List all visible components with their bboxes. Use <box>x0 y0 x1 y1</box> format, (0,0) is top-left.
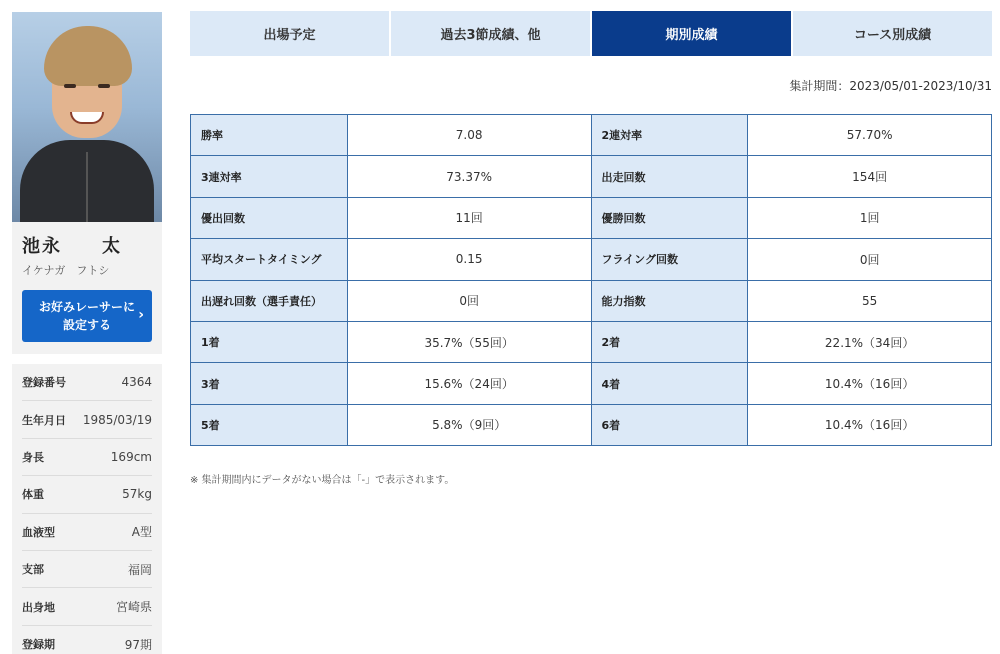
profile-label: 体重 <box>22 488 44 502</box>
profile-row <box>22 364 152 401</box>
tab-3[interactable]: コース別成績 <box>793 11 992 56</box>
stats-row <box>191 321 992 362</box>
stat-value: 22.1%（34回） <box>748 321 992 362</box>
stat-value: 0回 <box>347 280 591 321</box>
profile-value: 169cm <box>110 449 152 464</box>
profile-row <box>22 551 152 588</box>
no-data-note: ※ 集計期間内にデータがない場合は「-」で表示されます。 <box>190 475 455 486</box>
tab-0[interactable]: 出場予定 <box>190 11 389 56</box>
stat-value: 1回 <box>748 197 992 238</box>
profile-value: 97期 <box>124 637 152 652</box>
stat-label: 出走回数 <box>591 156 748 197</box>
stats-row <box>191 280 992 321</box>
period-value: 2023/05/01-2023/10/31 <box>849 79 992 93</box>
term-stats-table <box>190 114 992 446</box>
stat-label: 勝率 <box>191 115 348 156</box>
chevron-right-icon: › <box>138 307 144 323</box>
stats-row <box>191 363 992 404</box>
stat-label: 5着 <box>191 404 348 445</box>
stat-label: 3着 <box>191 363 348 404</box>
profile-label: 身長 <box>22 450 44 464</box>
racer-sidebar <box>12 12 162 654</box>
stat-value: 55 <box>748 280 992 321</box>
stat-value: 10.4%（16回） <box>748 404 992 445</box>
profile-row <box>22 401 152 438</box>
stat-label: 3連対率 <box>191 156 348 197</box>
stat-label: 2連対率 <box>591 115 748 156</box>
profile-label: 登録番号 <box>22 376 66 390</box>
racer-photo <box>12 12 162 222</box>
profile-value: A型 <box>131 525 152 540</box>
result-tabs <box>190 11 992 56</box>
set-favorite-racer-button[interactable] <box>22 290 152 342</box>
profile-value: 宮崎県 <box>115 600 152 615</box>
profile-row <box>22 626 152 654</box>
racer-name: 池永 太 <box>22 236 122 257</box>
stats-row <box>191 239 992 280</box>
stat-label: 4着 <box>591 363 748 404</box>
profile-value: 57kg <box>122 487 152 502</box>
stat-value: 10.4%（16回） <box>748 363 992 404</box>
stat-value: 35.7%（55回） <box>347 321 591 362</box>
stat-value: 7.08 <box>347 115 591 156</box>
aggregation-period <box>789 77 992 94</box>
profile-label: 支部 <box>22 563 44 577</box>
profile-row <box>22 588 152 625</box>
stat-value: 154回 <box>748 156 992 197</box>
stat-label: 平均スタートタイミング <box>191 239 348 280</box>
tab-2[interactable]: 期別成績 <box>592 11 791 56</box>
stat-value: 15.6%（24回） <box>347 363 591 404</box>
stats-row <box>191 197 992 238</box>
profile-row <box>22 476 152 513</box>
stat-value: 0回 <box>748 239 992 280</box>
stat-value: 5.8%（9回） <box>347 404 591 445</box>
profile-value: 1985/03/19 <box>82 412 152 427</box>
stat-label: 優出回数 <box>191 197 348 238</box>
period-label: 集計期間： <box>789 79 850 93</box>
stat-label: 能力指数 <box>591 280 748 321</box>
racer-kana: イケナガ フトシ <box>22 264 110 277</box>
profile-value: 福岡 <box>127 562 152 577</box>
set-favorite-racer-label: お好みレーサーに設定する <box>39 300 136 332</box>
profile-value: 4364 <box>121 375 152 390</box>
stats-row <box>191 404 992 445</box>
stat-label: フライング回数 <box>591 239 748 280</box>
stat-label: 6着 <box>591 404 748 445</box>
stat-label: 優勝回数 <box>591 197 748 238</box>
profile-label: 血液型 <box>22 525 55 539</box>
racer-name-box <box>12 222 162 354</box>
profile-row <box>22 514 152 551</box>
stats-row <box>191 156 992 197</box>
racer-profile-list <box>12 364 162 654</box>
stat-value: 0.15 <box>347 239 591 280</box>
tab-1[interactable]: 過去3節成績、他 <box>391 11 590 56</box>
stats-row <box>191 115 992 156</box>
profile-label: 登録期 <box>22 638 55 652</box>
profile-label: 出身地 <box>22 600 55 614</box>
stat-value: 11回 <box>347 197 591 238</box>
stat-label: 2着 <box>591 321 748 362</box>
stat-value: 73.37% <box>347 156 591 197</box>
stat-label: 出遅れ回数（選手責任） <box>191 280 348 321</box>
profile-row <box>22 439 152 476</box>
stat-value: 57.70% <box>748 115 992 156</box>
profile-label: 生年月日 <box>22 413 66 427</box>
stat-label: 1着 <box>191 321 348 362</box>
